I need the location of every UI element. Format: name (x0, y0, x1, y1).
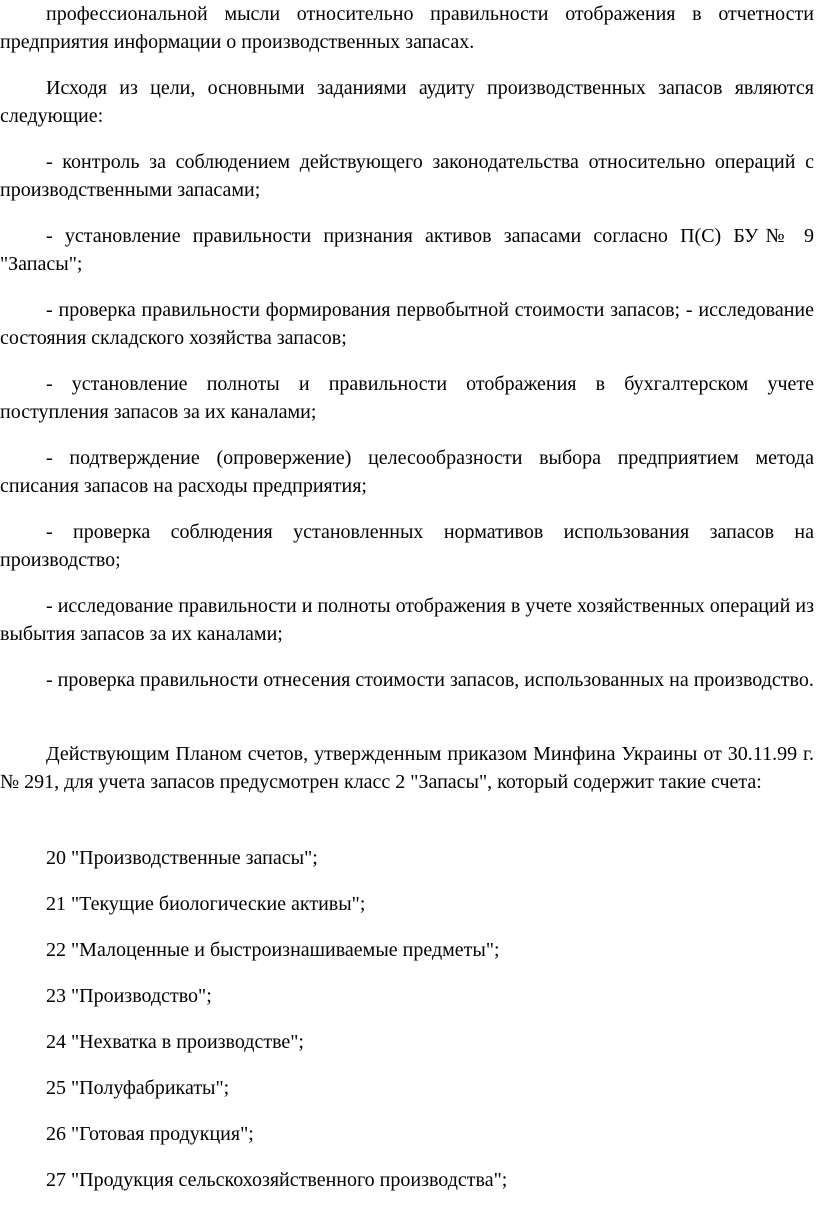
account-item-25: 25 "Полуфабрикаты"; (46, 1077, 230, 1099)
account-item-21: 21 "Текущие биологические активы"; (46, 893, 366, 915)
list-item-asset-recognition: - установление правильности признания активов запасами согласно П(С) БУ№ 9 "Запасы"; (0, 225, 814, 275)
account-item-26: 26 "Готовая продукция"; (46, 1123, 254, 1145)
account-item-20: 20 "Производственные запасы"; (46, 847, 318, 869)
account-item-23: 23 "Производство"; (46, 985, 212, 1007)
list-item-initial-cost-check: - проверка правильности формирования первобытной стоимости запасов; - исследование состояния складского хозяйства запасов; (0, 299, 814, 349)
list-item-disposal-operations: - исследование правильности и полноты отображения в учете хозяйственных операций из выбытия запасов за их каналами; (0, 595, 814, 645)
list-item-write-off-method: - подтверждение (опровержение) целесообразности выбора предприятием метода списания запасов на расходы предприятия; (0, 447, 814, 497)
list-item-legislation-control: - контроль за соблюдением действующего законодательства относительно операций с производственными запасами; (0, 151, 814, 201)
account-item-24: 24 "Нехватка в производстве"; (46, 1031, 304, 1053)
list-item-receipt-completeness: - установление полноты и правильности отображения в бухгалтерском учете поступления запасов за их каналами; (0, 373, 814, 423)
account-item-22: 22 "Малоценные и быстроизнашиваемые предметы"; (46, 939, 500, 961)
list-item-usage-norms: - проверка соблюдения установленных нормативов использования запасов на производство; (0, 521, 814, 571)
account-item-27: 27 "Продукция сельскохозяйственного производства"; (46, 1169, 508, 1191)
paragraph-goals: Исходя из цели, основными заданиями аудиту производственных запасов являются следующие: (0, 77, 814, 127)
list-item-cost-allocation: - проверка правильности отнесения стоимости запасов, использованных на производство. (46, 669, 814, 691)
paragraph-intro: профессиональной мысли относительно правильности отображения в отчетности предприятия информации о производственных запасах. (0, 3, 814, 53)
paragraph-chart-of-accounts: Действующим Планом счетов, утвержденным приказом Минфина Украины от 30.11.99 г. № 291, для учета запасов предусмотрен класс 2 "Запасы", который содержит такие счета: (0, 743, 814, 793)
